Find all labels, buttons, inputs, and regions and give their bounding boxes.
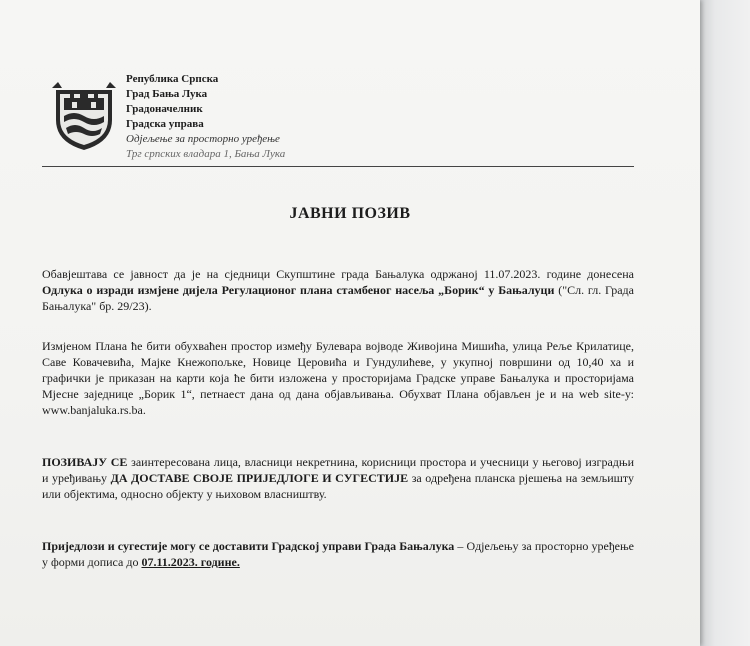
p4-text-1: – Одјељењу за просторно уређење у форми дописа до (42, 539, 634, 569)
p3-invite-heading: ПОЗИВАЈУ СЕ (42, 455, 128, 469)
letterhead (50, 72, 350, 172)
header-republic: Република Српска (126, 73, 219, 85)
p1-decision-title: Одлука о изради измјене дијела Регулационог плана стамбеног насеља „Борик“ у Бањалуци (42, 283, 555, 297)
p3-text-2: за одређена планска рјешења на земљишту или објектима, односно објекту у њиховом власништву. (42, 471, 634, 501)
header-divider (42, 166, 634, 167)
header-mayor: Градоначелник (126, 103, 203, 115)
p4-deadline-date: 07.11.2023. године. (141, 555, 240, 569)
p1-text-2: ("Сл. гл. Града Бањалука" бр. 29/23). (42, 283, 634, 313)
header-address: Трг српских владара 1, Бања Лука (126, 148, 286, 160)
paragraph-deadline (42, 538, 634, 570)
document-title: ЈАВНИ ПОЗИВ (289, 205, 411, 222)
letterhead-text (126, 72, 285, 162)
p4-submission-note: Приједлози и сугестије могу се доставити Градској управи Града Бањалука (42, 539, 455, 553)
p3-submit-heading: ДА ДОСТАВЕ СВОЈЕ ПРИЈЕДЛОГЕ И СУГЕСТИЈЕ (110, 471, 409, 485)
paragraph-scope: Измјеном Плана ће бити обухваћен простор између Булевара војводе Живојина Мишића, улица Реље Крилатице, Саве Ковачевића, Мајке Кнежопољке, Новице Церовића и Гундулићеве, у укупној површини од 10,40 ха и графички је приказан на карти која ће бити изложена у просторијама Градске управе Бањалука и просторијама Мјесне заједнице „Борик 1“, петнаест дана од дана објављивања. Обухват Плана објављен је и на web site-у: www.banjaluka.rs.ba. (42, 339, 634, 417)
header-department: Одјељење за просторно уређење (126, 133, 280, 145)
header-city: Град Бања Лука (126, 88, 208, 100)
p3-text-1: заинтересована лица, власници некретнина, корисници простора и учесници у његовој изградњи и уређивању (42, 455, 634, 485)
header-administration: Градска управа (126, 118, 204, 130)
paragraph-announcement (42, 266, 634, 314)
paragraph-invitation (42, 454, 634, 502)
backdrop (700, 0, 750, 646)
city-crest-icon (50, 80, 118, 152)
p1-text-1: Обавјештава се јавност да је на сједници Скупштине града Бањалука одржаној 11.07.2023. године донесена (42, 267, 634, 281)
